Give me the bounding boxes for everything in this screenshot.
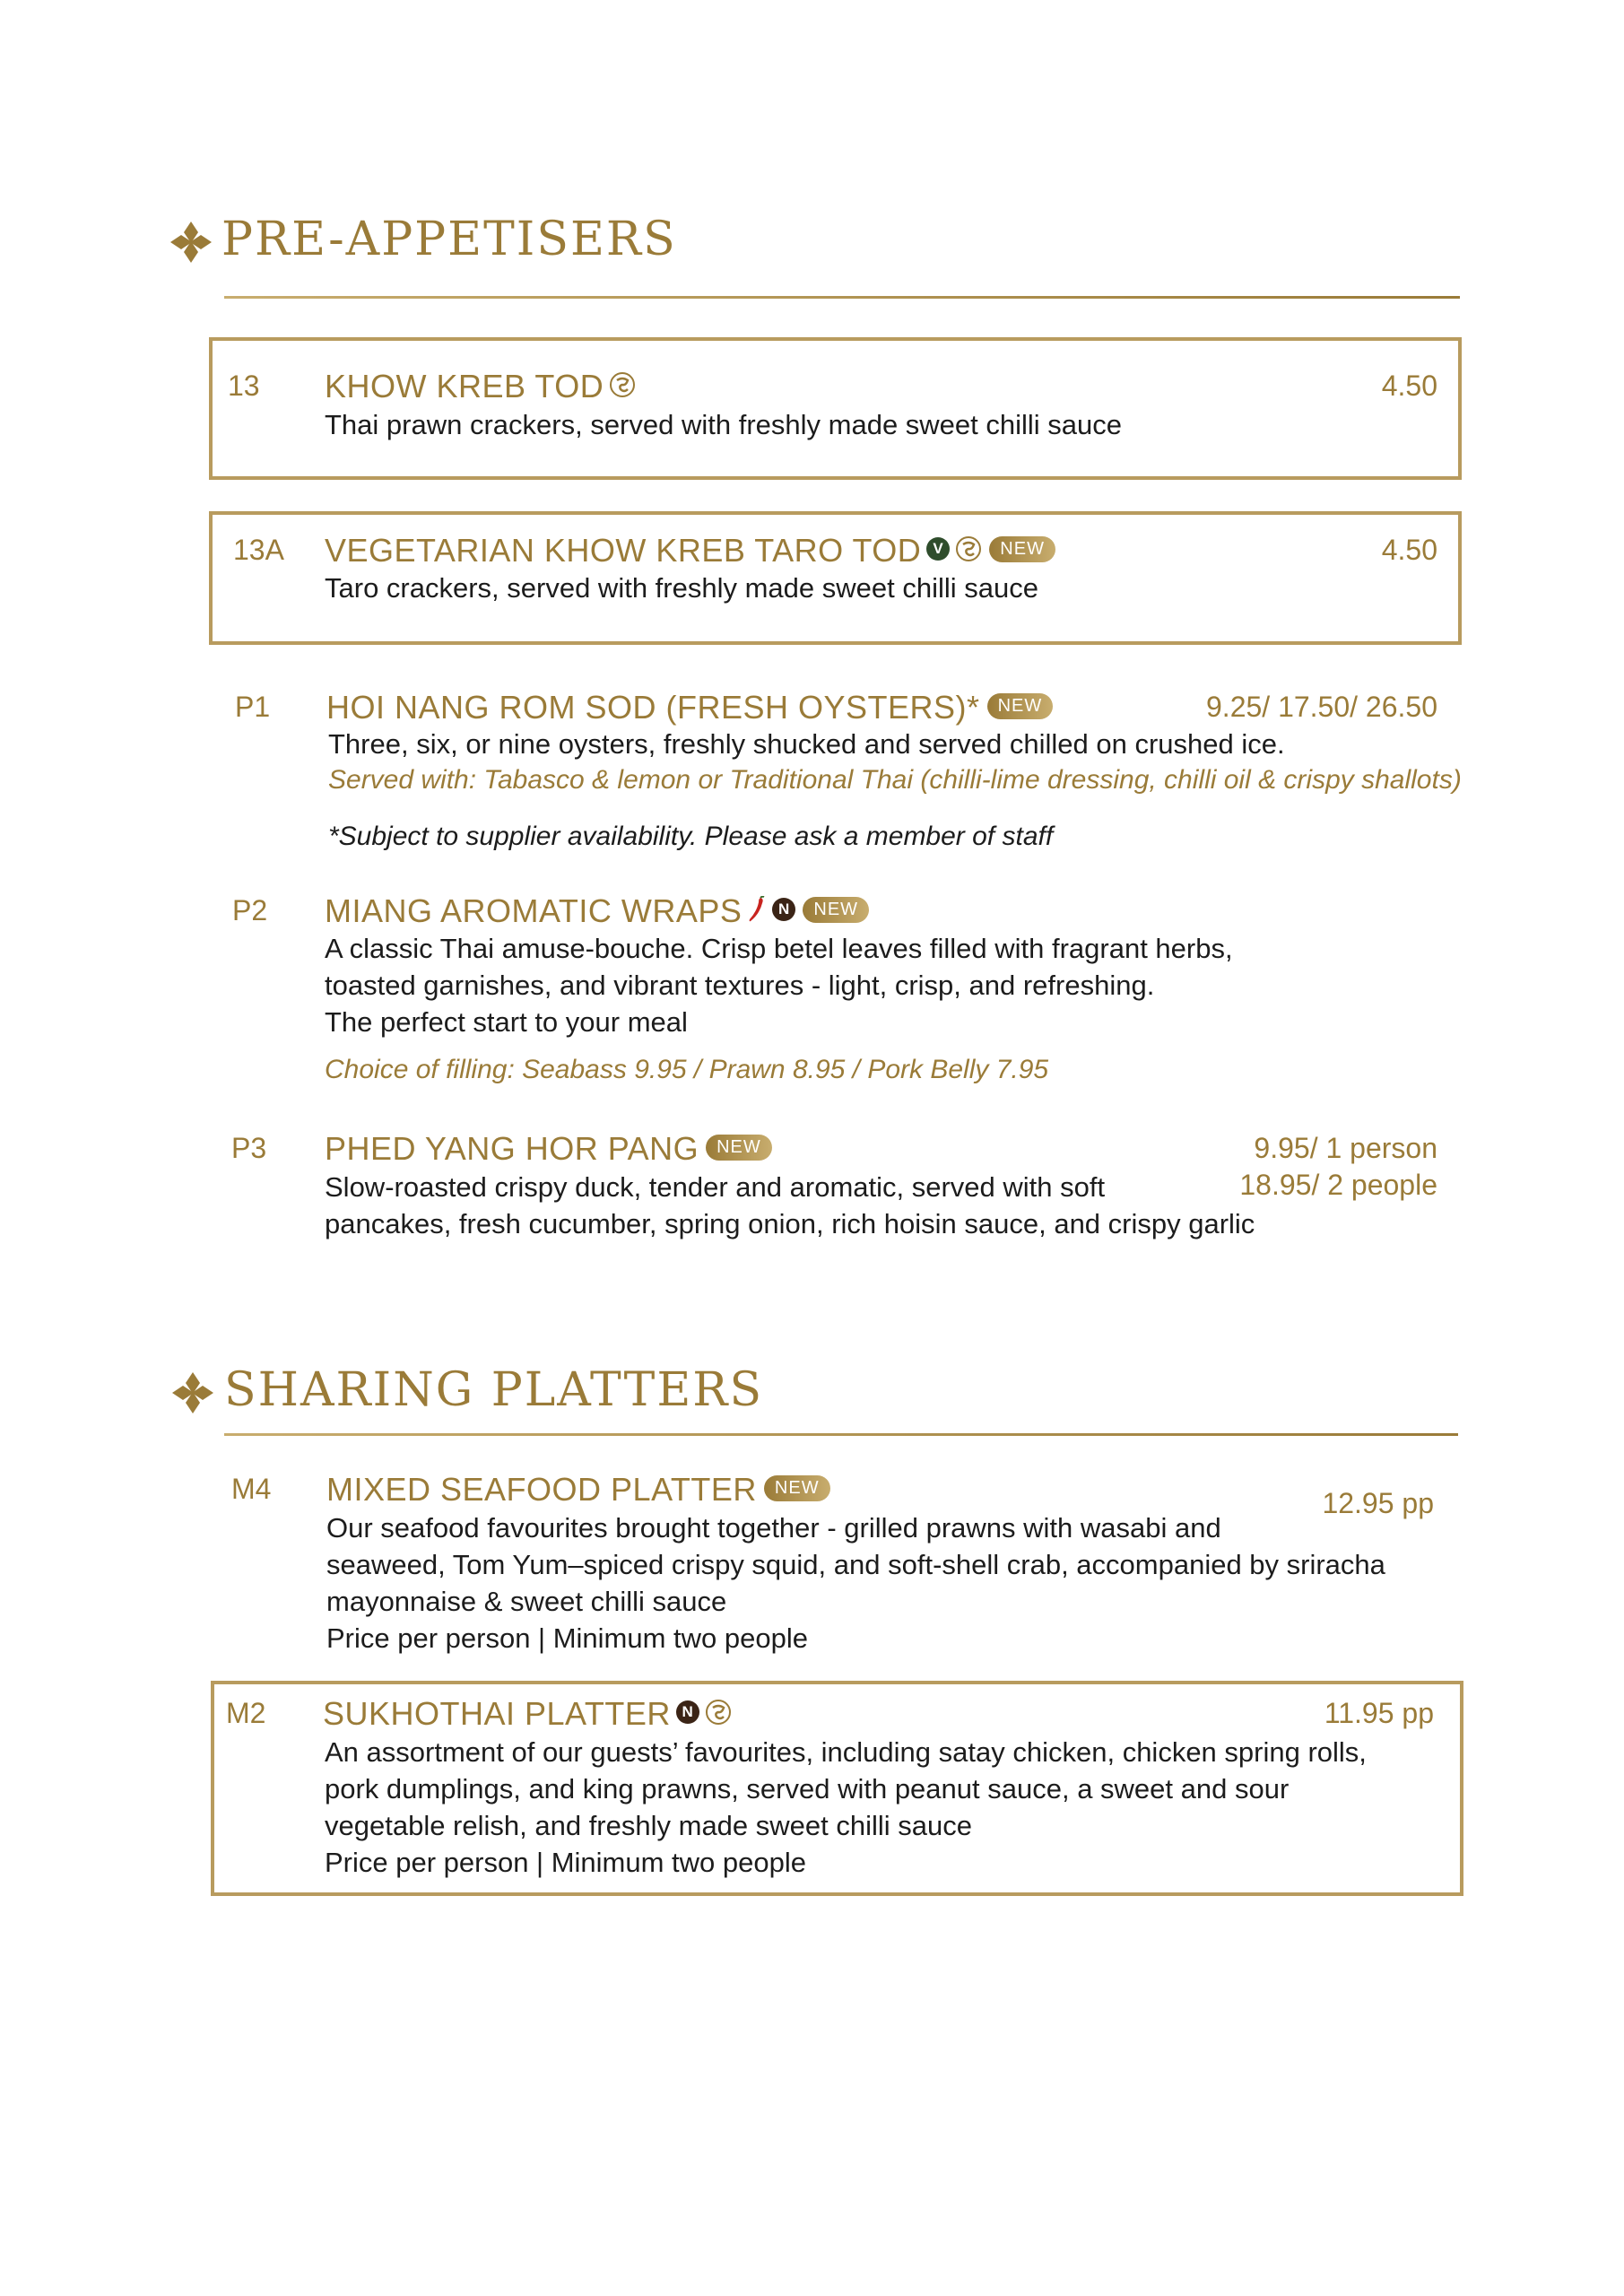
availability-note: *Subject to supplier availability. Please ask a member of staff bbox=[328, 822, 1054, 851]
item-code: M2 bbox=[226, 1697, 266, 1729]
item-description-line: Price per person | Minimum two people bbox=[325, 1847, 807, 1878]
item-name-vegetarian-khow-kreb-taro-tod: VEGETARIAN KHOW KREB TARO TOD V NEW bbox=[325, 532, 1055, 570]
new-badge: NEW bbox=[989, 536, 1055, 562]
item-description-line: pancakes, fresh cucumber, spring onion, rich hoisin sauce, and crispy garlic bbox=[325, 1208, 1255, 1239]
served-with-note: Served with: Tabasco & lemon or Traditional Thai (chilli-lime dressing, chilli oil & crispy shallots) bbox=[328, 765, 1462, 795]
item-code: 13A bbox=[233, 534, 284, 566]
item-name-phed-yang-hor-pang: PHED YANG HOR PANG NEW bbox=[325, 1130, 772, 1168]
item-price: 12.95 pp bbox=[1322, 1487, 1434, 1519]
item-code: P3 bbox=[231, 1132, 267, 1164]
item-code: P2 bbox=[232, 894, 268, 926]
diamond-ornament-icon bbox=[170, 1370, 215, 1415]
item-description-line: seaweed, Tom Yum–spiced crispy squid, and soft-shell crab, accompanied by sriracha bbox=[326, 1549, 1385, 1580]
new-badge: NEW bbox=[764, 1475, 830, 1501]
shellfish-icon bbox=[955, 535, 982, 562]
item-price: 4.50 bbox=[1381, 370, 1437, 402]
section-divider bbox=[224, 296, 1460, 299]
section-title-sharing-platters: SHARING PLATTERS bbox=[224, 1363, 764, 1417]
item-price-line: 18.95/ 2 people bbox=[1239, 1169, 1437, 1201]
item-code: 13 bbox=[228, 370, 260, 402]
item-description-line: mayonnaise & sweet chilli sauce bbox=[326, 1586, 727, 1617]
item-price: 4.50 bbox=[1381, 534, 1437, 566]
item-description-line: A classic Thai amuse-bouche. Crisp betel leaves filled with fragrant herbs, bbox=[325, 933, 1233, 964]
item-name-hoi-nang-rom-sod: HOI NANG ROM SOD (FRESH OYSTERS)* NEW bbox=[326, 689, 1053, 726]
new-badge: NEW bbox=[987, 693, 1054, 719]
filling-choice-note: Choice of filling: Seabass 9.95 / Prawn 8.95 / Pork Belly 7.95 bbox=[325, 1055, 1049, 1084]
item-name-sukhothai-platter: SUKHOTHAI PLATTER N bbox=[323, 1695, 732, 1733]
item-description-line: Price per person | Minimum two people bbox=[326, 1622, 809, 1654]
item-description-line: toasted garnishes, and vibrant textures - light, crisp, and refreshing. bbox=[325, 970, 1155, 1001]
item-name-khow-kreb-tod: KHOW KREB TOD bbox=[325, 368, 636, 405]
section-title-pre-appetisers: PRE-APPETISERS bbox=[221, 213, 677, 266]
item-description-line: An assortment of our guests’ favourites, including satay chicken, chicken spring rolls, bbox=[325, 1736, 1367, 1768]
item-description-line: Slow-roasted crispy duck, tender and aromatic, served with soft bbox=[325, 1171, 1106, 1203]
item-description-line: Our seafood favourites brought together - grilled prawns with wasabi and bbox=[326, 1512, 1221, 1544]
item-price-line: 9.95/ 1 person bbox=[1254, 1132, 1437, 1164]
item-name-mixed-seafood-platter: MIXED SEAFOOD PLATTER NEW bbox=[326, 1471, 830, 1509]
shellfish-icon bbox=[609, 371, 636, 398]
new-badge: NEW bbox=[803, 897, 869, 923]
vegetarian-icon: V bbox=[926, 537, 950, 561]
item-price: 11.95 pp bbox=[1324, 1697, 1434, 1729]
item-description-line: The perfect start to your meal bbox=[325, 1006, 688, 1038]
nuts-icon: N bbox=[772, 898, 795, 921]
item-code: P1 bbox=[235, 691, 271, 723]
item-description: Taro crackers, served with freshly made sweet chilli sauce bbox=[325, 572, 1038, 604]
item-description: Three, six, or nine oysters, freshly shucked and served chilled on crushed ice. bbox=[328, 728, 1285, 760]
item-name-miang-aromatic-wraps: MIANG AROMATIC WRAPS N NEW bbox=[325, 892, 869, 930]
item-description-line: vegetable relish, and freshly made sweet chilli sauce bbox=[325, 1810, 972, 1841]
section-divider bbox=[224, 1433, 1458, 1436]
item-description-line: pork dumplings, and king prawns, served with peanut sauce, a sweet and sour bbox=[325, 1773, 1290, 1805]
new-badge: NEW bbox=[706, 1135, 772, 1161]
item-price: 9.25/ 17.50/ 26.50 bbox=[1206, 691, 1437, 723]
item-code: M4 bbox=[231, 1473, 272, 1505]
chilli-icon bbox=[747, 896, 767, 923]
nuts-icon: N bbox=[676, 1700, 699, 1724]
diamond-ornament-icon bbox=[169, 220, 213, 265]
item-description: Thai prawn crackers, served with freshly made sweet chilli sauce bbox=[325, 409, 1123, 440]
shellfish-icon bbox=[705, 1699, 732, 1726]
